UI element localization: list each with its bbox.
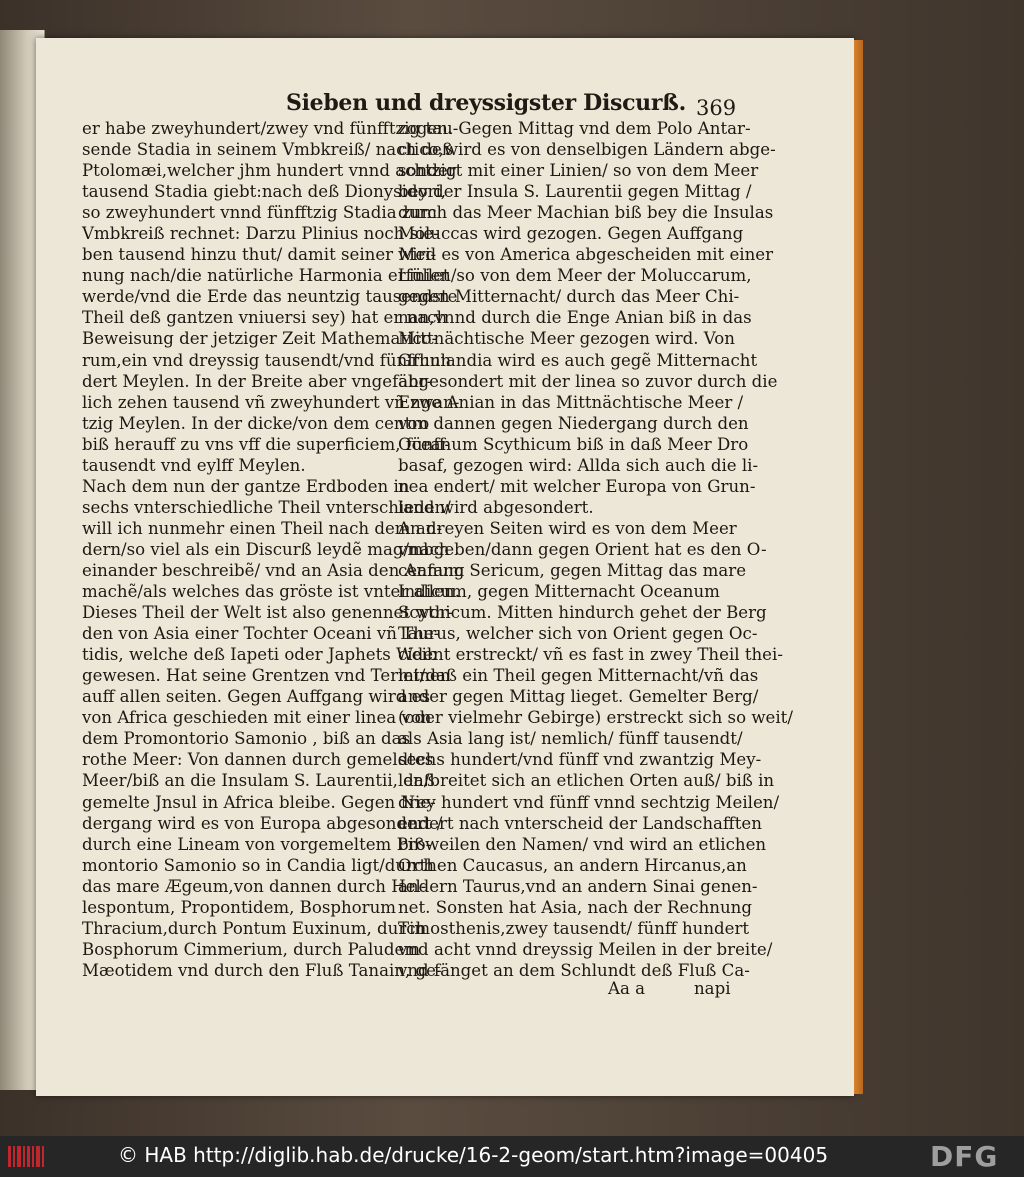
- text-line: (oder vielmehr Gebirge) erstreckt sich so weit/: [398, 708, 793, 728]
- text-line: er habe zweyhundert/zwey vnd fünfftzig tau-: [82, 119, 459, 138]
- text-line: andern Taurus,vnd an andern Sinai genen-: [398, 876, 758, 896]
- text-line: ander gegen Mittag lieget. Gemelter Berg/: [398, 687, 759, 707]
- text-line: drey hundert vnd fünff vnnd sechtzig Meilen/: [398, 792, 780, 812]
- text-line: durch das Meer Machian biß bey die Insulas: [398, 203, 774, 223]
- page-edge-orange: [854, 40, 863, 1094]
- text-line: Timosthenis,zwey tausendt/ fünff hundert: [398, 918, 750, 938]
- text-line: nea endert/ mit welcher Europa von Grun-: [398, 476, 756, 496]
- text-line: dert Meylen. In der Breite aber vngefähr-: [82, 371, 433, 391]
- text-line: zogen. Gegen Mittag vnd dem Polo Antar-: [398, 119, 751, 138]
- text-line: ceanum Sericum, gegen Mittag das mare: [398, 560, 747, 580]
- text-line: montorio Samonio so in Candia ligt/durch: [82, 855, 434, 875]
- text-line: tzig Meylen. In der dicke/von dem centro: [82, 413, 430, 433]
- text-line: cident erstreckt/ vñ es fast in zwey Theil thei-: [398, 645, 783, 665]
- catch-line: [398, 979, 731, 1001]
- text-line: gegen Mitternacht/ durch das Meer Chi-: [398, 287, 740, 307]
- dfg-logo: DFG: [930, 1140, 999, 1173]
- text-line: Taurus, welcher sich von Orient gegen Oc-: [398, 624, 758, 644]
- text-line: endert nach vnterscheid der Landschafften: [398, 813, 762, 833]
- text-line: von Africa geschieden mit einer linea von: [82, 708, 432, 728]
- text-line: Orthen Caucasus, an andern Hircanus,an: [398, 855, 747, 875]
- text-line: werde/vnd die Erde das neuntzig tausendste: [82, 287, 458, 307]
- page-number: 369: [696, 96, 737, 120]
- text-line: sechs hundert/vnd fünff vnd zwantzig Mey-: [398, 750, 762, 770]
- text-line: sechs vnterschiedliche Theil vnterschieden/: [82, 497, 451, 517]
- text-line: nan,vnnd durch die Enge Anian biß in das: [398, 308, 752, 328]
- text-line: Moluccas wird gezogen. Gegen Auffgang: [398, 224, 744, 244]
- signature-mark: Aa a: [608, 979, 646, 998]
- text-line: sende Stadia in seinem Vmbkreiß/ nach deß: [82, 140, 453, 160]
- text-line: dern/so viel als ein Discurß leydẽ mag/nach: [82, 539, 450, 559]
- text-line: auff allen seiten. Gegen Auffgang wird es: [82, 687, 431, 707]
- text-line: rothe Meer: Von dannen durch gemeldtes: [82, 750, 434, 770]
- text-line: so zweyhundert vnnd fünfftzig Stadia zum: [82, 203, 438, 223]
- text-line: Oceanum Scythicum biß in daß Meer Dro: [398, 434, 749, 454]
- text-line: den von Asia einer Tochter Oceani vñ The-: [82, 624, 440, 644]
- text-line: Thracium,durch Pontum Euxinum, durch: [82, 918, 427, 938]
- text-line: Mittnächtische Meer gezogen wird. Von: [398, 329, 735, 349]
- text-line: von dannen gegen Niedergang durch den: [398, 413, 749, 433]
- text-line: machẽ/als welches das gröste ist vnter allen.: [82, 582, 460, 602]
- text-line: vnd fänget an dem Schlundt deß Fluß Ca-: [398, 960, 750, 980]
- text-line: dergang wird es von Europa abgesondert /: [82, 813, 443, 833]
- text-line: Nach dem nun der gantze Erdboden in: [82, 476, 410, 496]
- text-line: das mare Ægeum,von dannen durch Hel-: [82, 876, 427, 896]
- text-line: sondert mit einer Linien/ so von dem Meer: [398, 161, 759, 181]
- text-line: dem Promontorio Samonio , biß an das: [82, 729, 411, 749]
- text-line: Theil deß gantzen vniuersi sey) hat er nach: [82, 308, 448, 328]
- text-line: Indicum, gegen Mitternacht Oceanum: [398, 582, 720, 602]
- text-line: Scythicum. Mitten hindurch gehet der Berg: [398, 603, 767, 623]
- text-line: lich zehen tausend vñ zweyhundert vñ zwan-: [82, 392, 460, 412]
- text-line: Ptolomæi,welcher jhm hundert vnnd achtzig: [82, 161, 457, 181]
- text-line: Grunlandia wird es auch gegẽ Mitternacht: [398, 350, 758, 370]
- book-page: [36, 38, 854, 1096]
- source-url[interactable]: © HAB http://diglib.hab.de/drucke/16-2-geom/start.htm?image=00405: [118, 1143, 829, 1167]
- text-line: basaf, gezogen wird: Allda sich auch die li-: [398, 455, 759, 475]
- left-text-column: [82, 118, 465, 981]
- text-line: gewesen. Hat seine Grentzen vnd Terminen: [82, 666, 451, 686]
- text-line: An dreyen Seiten wird es von dem Meer: [398, 518, 737, 538]
- text-line: ben tausend hinzu thut/ damit seiner Mei-: [82, 245, 437, 265]
- text-line: bey der Insula S. Laurentii gegen Mittag /: [398, 182, 752, 202]
- text-line: gemelte Jnsul in Africa bleibe. Gegen Nie-: [82, 792, 436, 812]
- text-line: Mæotidem vnd durch den Fluß Tanain, ge-: [82, 960, 442, 980]
- text-line: Meer/biß an die Insulam S. Laurentii, daß: [82, 771, 435, 791]
- text-line: will ich nunmehr einen Theil nach dem an-: [82, 518, 443, 538]
- text-line: tidis, welche deß Iapeti oder Japhets Weib: [82, 645, 438, 665]
- text-line: vmbgeben/dann gegen Orient hat es den O-: [398, 539, 767, 559]
- text-line: len/breitet sich an etlichen Orten auß/ biß in: [398, 771, 775, 791]
- text-line: abgesondert mit der linea so zuvor durch die: [398, 371, 778, 391]
- running-head: Sieben und dreyssigster Discurß.: [286, 90, 686, 116]
- text-line: lespontum, Propontidem, Bosphorum: [82, 897, 397, 917]
- text-line: land wird abgesondert.: [398, 497, 594, 517]
- text-line: tausend Stadia giebt:nach deß Dionysidori,: [82, 182, 447, 202]
- text-line: Vmbkreiß rechnet: Darzu Plinius noch sie-: [82, 224, 439, 244]
- text-line: nung nach/die natürliche Harmonia erfüllet: [82, 266, 450, 286]
- catchword: napi: [694, 979, 731, 998]
- text-line: tausendt vnd eylff Meylen.: [82, 455, 306, 475]
- text-line: biß herauff zu vns vff die superficiem, fünff-: [82, 434, 451, 454]
- text-line: Bosphorum Cimmerium, durch Paludem: [82, 939, 421, 959]
- text-line: net. Sonsten hat Asia, nach der Rechnung: [398, 897, 752, 917]
- text-line: bißweilen den Namen/ vnd wird an etlichen: [398, 834, 767, 854]
- text-line: einander beschreibẽ/ vnd an Asia den Anfang: [82, 560, 465, 580]
- text-line: durch eine Lineam von vorgemeltem Pro-: [82, 834, 432, 854]
- text-line: let/daß ein Theil gegen Mitternacht/vñ das: [398, 666, 759, 686]
- text-line: Beweisung der jetziger Zeit Mathematico-: [82, 329, 438, 349]
- text-line: wird es von America abgescheiden mit einer: [398, 245, 774, 265]
- text-line: als Asia lang ist/ nemlich/ fünff tausendt/: [398, 729, 743, 749]
- viewer-footer: [0, 1136, 1024, 1177]
- text-line: rum,ein vnd dreyssig tausendt/vnd fünffhun: [82, 350, 452, 370]
- right-text-column: [398, 118, 793, 981]
- text-line: Linien/so von dem Meer der Moluccarum,: [398, 266, 752, 286]
- text-line: vnd acht vnnd dreyssig Meilen in der breite/: [398, 939, 773, 959]
- text-line: ctico,wird es von denselbigen Ländern abge-: [398, 140, 776, 160]
- text-line: Dieses Theil der Welt ist also genennet wor-: [82, 603, 454, 623]
- hab-barcode-logo-icon: [6, 1142, 46, 1171]
- text-line: Enge Anian in das Mittnächtische Meer /: [398, 392, 744, 412]
